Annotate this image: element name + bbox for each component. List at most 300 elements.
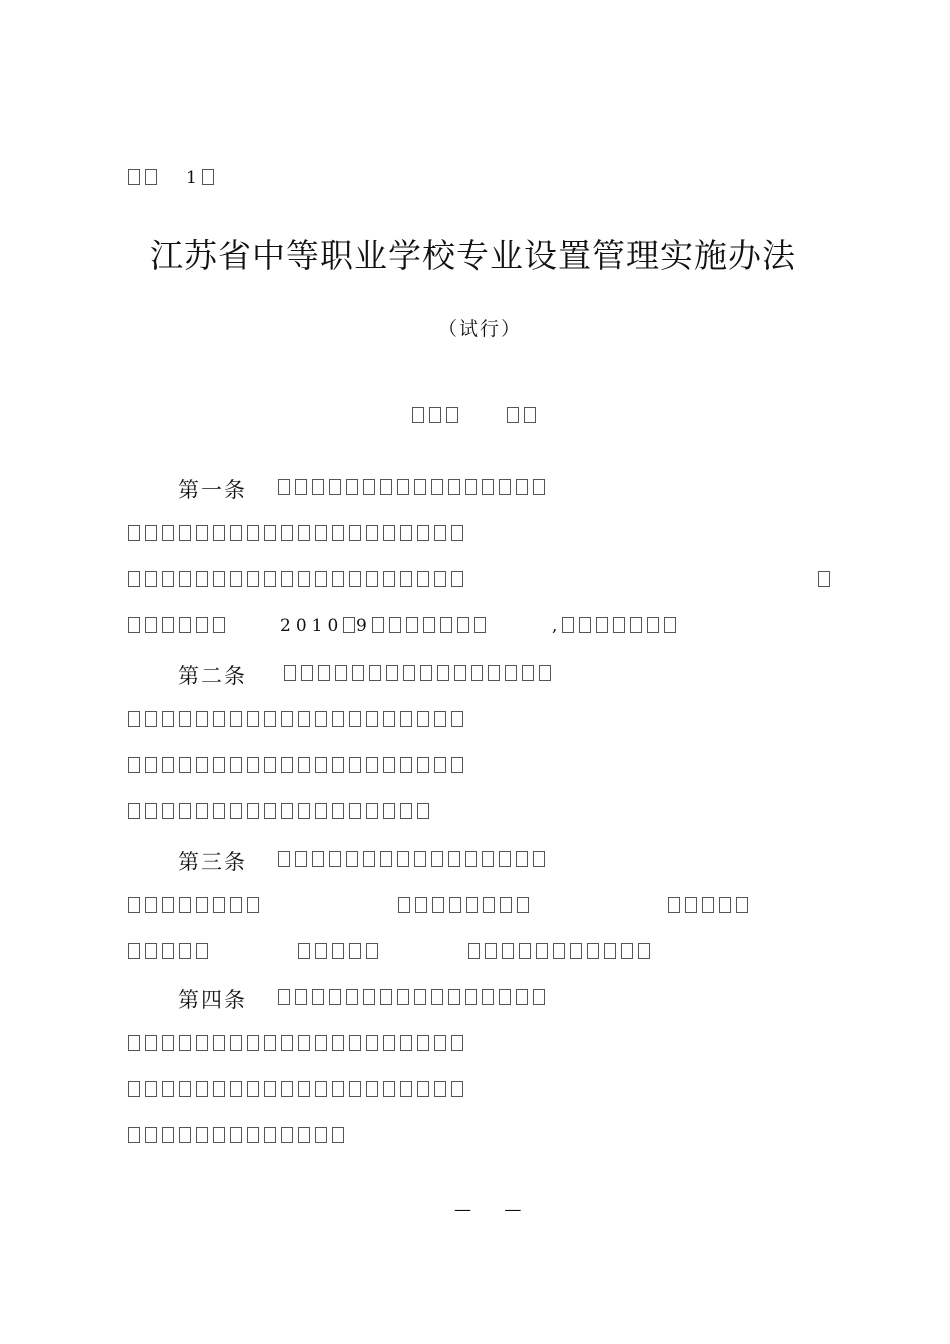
missing-glyph-icon bbox=[145, 1035, 157, 1051]
article-1-label: 第一条 bbox=[178, 478, 247, 502]
missing-glyph-icon bbox=[346, 479, 358, 495]
missing-glyph-icon bbox=[468, 943, 480, 959]
article-2-line-2 bbox=[128, 710, 468, 730]
missing-glyph-icon bbox=[196, 711, 208, 727]
missing-glyph-icon bbox=[457, 617, 469, 633]
missing-glyph-icon bbox=[179, 571, 191, 587]
missing-glyph-icon bbox=[128, 1035, 140, 1051]
missing-glyph-icon bbox=[437, 665, 449, 681]
missing-glyph-icon bbox=[162, 897, 174, 913]
missing-glyph-icon bbox=[332, 525, 344, 541]
missing-glyph-icon bbox=[213, 1035, 225, 1051]
missing-glyph-icon bbox=[230, 571, 242, 587]
missing-glyph-icon bbox=[423, 617, 435, 633]
missing-glyph-icon bbox=[162, 1035, 174, 1051]
missing-glyph-icon bbox=[301, 665, 313, 681]
missing-glyph-icon bbox=[465, 479, 477, 495]
missing-glyph-icon bbox=[213, 1081, 225, 1097]
article-3-line-3b bbox=[298, 942, 383, 962]
missing-glyph-icon bbox=[162, 617, 174, 633]
missing-glyph-icon bbox=[298, 571, 310, 587]
missing-glyph-icon bbox=[247, 897, 259, 913]
missing-glyph-icon bbox=[488, 665, 500, 681]
missing-glyph-icon bbox=[315, 1127, 327, 1143]
missing-glyph-icon bbox=[363, 479, 375, 495]
missing-glyph-icon bbox=[596, 617, 608, 633]
missing-glyph-icon bbox=[434, 1081, 446, 1097]
missing-glyph-icon bbox=[213, 571, 225, 587]
document-title: 江苏省中等职业学校专业设置管理实施办法 bbox=[150, 236, 796, 275]
missing-glyph-icon bbox=[349, 943, 361, 959]
missing-glyph-icon bbox=[230, 757, 242, 773]
missing-glyph-icon bbox=[247, 1127, 259, 1143]
article-3-line-2c bbox=[668, 896, 753, 916]
article-3-line-3a bbox=[128, 942, 213, 962]
missing-glyph-icon bbox=[383, 571, 395, 587]
missing-glyph-icon bbox=[264, 1035, 276, 1051]
article-4-line-2 bbox=[128, 1034, 468, 1054]
missing-glyph-icon bbox=[420, 665, 432, 681]
missing-glyph-icon bbox=[482, 851, 494, 867]
missing-glyph-icon bbox=[332, 803, 344, 819]
missing-glyph-icon bbox=[482, 989, 494, 1005]
missing-glyph-icon bbox=[162, 525, 174, 541]
missing-glyph-icon bbox=[264, 757, 276, 773]
missing-glyph-icon bbox=[448, 851, 460, 867]
missing-glyph-icon bbox=[298, 1081, 310, 1097]
missing-glyph-icon bbox=[202, 169, 214, 185]
missing-glyph-icon bbox=[145, 943, 157, 959]
missing-glyph-icon bbox=[213, 757, 225, 773]
missing-glyph-icon bbox=[366, 1081, 378, 1097]
missing-glyph-icon bbox=[281, 1127, 293, 1143]
missing-glyph-icon bbox=[315, 525, 327, 541]
missing-glyph-icon bbox=[414, 479, 426, 495]
article-4-line-4 bbox=[128, 1126, 349, 1146]
missing-glyph-icon bbox=[329, 989, 341, 1005]
article-2-line-4 bbox=[128, 802, 434, 822]
missing-glyph-icon bbox=[179, 757, 191, 773]
missing-glyph-icon bbox=[383, 803, 395, 819]
missing-glyph-icon bbox=[352, 665, 364, 681]
missing-glyph-icon bbox=[434, 1035, 446, 1051]
missing-glyph-icon bbox=[145, 525, 157, 541]
missing-glyph-icon bbox=[145, 757, 157, 773]
article-1-line-4b: 2010 bbox=[280, 616, 360, 636]
missing-glyph-icon bbox=[247, 525, 259, 541]
missing-glyph-icon bbox=[312, 851, 324, 867]
missing-glyph-icon bbox=[315, 943, 327, 959]
missing-glyph-icon bbox=[417, 525, 429, 541]
missing-glyph-icon bbox=[145, 571, 157, 587]
missing-glyph-icon bbox=[414, 989, 426, 1005]
missing-glyph-icon bbox=[383, 711, 395, 727]
missing-glyph-icon bbox=[196, 571, 208, 587]
missing-glyph-icon bbox=[247, 711, 259, 727]
article-3-label: 第三条 bbox=[178, 850, 247, 874]
missing-glyph-icon bbox=[281, 571, 293, 587]
missing-glyph-icon bbox=[434, 757, 446, 773]
missing-glyph-icon bbox=[312, 989, 324, 1005]
missing-glyph-icon bbox=[295, 989, 307, 1005]
missing-glyph-icon bbox=[145, 803, 157, 819]
missing-glyph-icon bbox=[383, 757, 395, 773]
missing-glyph-icon bbox=[179, 943, 191, 959]
missing-glyph-icon bbox=[128, 711, 140, 727]
missing-glyph-icon bbox=[613, 617, 625, 633]
missing-glyph-icon bbox=[128, 525, 140, 541]
missing-glyph-icon bbox=[431, 479, 443, 495]
article-1-line-1 bbox=[278, 478, 550, 498]
missing-glyph-icon bbox=[451, 1081, 463, 1097]
missing-glyph-icon bbox=[380, 479, 392, 495]
missing-glyph-icon bbox=[536, 943, 548, 959]
missing-glyph-icon bbox=[179, 897, 191, 913]
missing-glyph-icon bbox=[346, 851, 358, 867]
missing-glyph-icon bbox=[647, 617, 659, 633]
missing-glyph-icon bbox=[349, 1035, 361, 1051]
article-3-line-1 bbox=[278, 850, 550, 870]
article-3-line-2a bbox=[128, 896, 264, 916]
missing-glyph-icon bbox=[128, 803, 140, 819]
missing-glyph-icon bbox=[579, 617, 591, 633]
missing-glyph-icon bbox=[736, 897, 748, 913]
article-3-line-3c bbox=[468, 942, 655, 962]
missing-glyph-icon bbox=[128, 617, 140, 633]
missing-glyph-icon bbox=[406, 617, 418, 633]
missing-glyph-icon bbox=[400, 757, 412, 773]
article-2-label: 第二条 bbox=[178, 664, 247, 688]
missing-glyph-icon bbox=[451, 1035, 463, 1051]
missing-glyph-icon bbox=[230, 897, 242, 913]
missing-glyph-icon bbox=[145, 711, 157, 727]
missing-glyph-icon bbox=[247, 1035, 259, 1051]
missing-glyph-icon bbox=[383, 1081, 395, 1097]
missing-glyph-icon bbox=[400, 525, 412, 541]
missing-glyph-icon bbox=[465, 851, 477, 867]
missing-glyph-icon bbox=[434, 711, 446, 727]
missing-glyph-icon bbox=[179, 711, 191, 727]
missing-glyph-icon bbox=[719, 897, 731, 913]
missing-glyph-icon bbox=[213, 1127, 225, 1143]
missing-glyph-icon bbox=[162, 711, 174, 727]
missing-glyph-icon bbox=[448, 989, 460, 1005]
missing-glyph-icon bbox=[483, 897, 495, 913]
missing-glyph-icon bbox=[380, 989, 392, 1005]
missing-glyph-icon bbox=[429, 407, 441, 423]
missing-glyph-icon bbox=[446, 407, 458, 423]
missing-glyph-icon bbox=[604, 943, 616, 959]
missing-glyph-icon bbox=[451, 757, 463, 773]
missing-glyph-icon bbox=[278, 479, 290, 495]
missing-glyph-icon bbox=[315, 757, 327, 773]
missing-glyph-icon bbox=[332, 1081, 344, 1097]
missing-glyph-icon bbox=[128, 757, 140, 773]
missing-glyph-icon bbox=[332, 1127, 344, 1143]
missing-glyph-icon bbox=[482, 479, 494, 495]
missing-glyph-icon bbox=[398, 897, 410, 913]
missing-glyph-icon bbox=[162, 571, 174, 587]
missing-glyph-icon bbox=[685, 897, 697, 913]
missing-glyph-icon bbox=[400, 711, 412, 727]
missing-glyph-icon bbox=[162, 943, 174, 959]
missing-glyph-icon bbox=[281, 1081, 293, 1097]
missing-glyph-icon bbox=[349, 803, 361, 819]
missing-glyph-icon bbox=[315, 1035, 327, 1051]
missing-glyph-icon bbox=[507, 407, 519, 423]
missing-glyph-icon bbox=[366, 803, 378, 819]
missing-glyph-icon bbox=[471, 665, 483, 681]
page-footer: — — bbox=[454, 1200, 536, 1220]
missing-glyph-icon bbox=[247, 803, 259, 819]
missing-glyph-icon bbox=[383, 1035, 395, 1051]
missing-glyph-icon bbox=[366, 711, 378, 727]
missing-glyph-icon bbox=[329, 479, 341, 495]
missing-glyph-icon bbox=[349, 711, 361, 727]
missing-glyph-icon bbox=[128, 571, 140, 587]
missing-glyph-icon bbox=[315, 1081, 327, 1097]
missing-glyph-icon bbox=[562, 617, 574, 633]
missing-glyph-icon bbox=[230, 525, 242, 541]
missing-glyph-icon bbox=[400, 1035, 412, 1051]
missing-glyph-icon bbox=[499, 479, 511, 495]
missing-glyph-icon bbox=[366, 943, 378, 959]
missing-glyph-icon bbox=[213, 617, 225, 633]
missing-glyph-icon bbox=[329, 851, 341, 867]
article-2-line-1 bbox=[284, 664, 556, 684]
missing-glyph-icon bbox=[432, 897, 444, 913]
missing-glyph-icon bbox=[499, 989, 511, 1005]
missing-glyph-icon bbox=[349, 525, 361, 541]
missing-glyph-icon bbox=[668, 897, 680, 913]
missing-glyph-icon bbox=[179, 617, 191, 633]
document-subtitle: （试行） bbox=[438, 318, 523, 340]
missing-glyph-icon bbox=[363, 851, 375, 867]
missing-glyph-icon bbox=[451, 711, 463, 727]
missing-glyph-icon bbox=[415, 897, 427, 913]
missing-glyph-icon bbox=[664, 617, 676, 633]
missing-glyph-icon bbox=[343, 617, 355, 633]
missing-glyph-icon bbox=[295, 851, 307, 867]
missing-glyph-icon bbox=[451, 525, 463, 541]
missing-glyph-icon bbox=[389, 617, 401, 633]
missing-glyph-icon bbox=[533, 851, 545, 867]
missing-glyph-icon bbox=[298, 1035, 310, 1051]
missing-glyph-icon bbox=[162, 1081, 174, 1097]
missing-glyph-icon bbox=[363, 989, 375, 1005]
missing-glyph-icon bbox=[162, 1127, 174, 1143]
missing-glyph-icon bbox=[383, 525, 395, 541]
missing-glyph-icon bbox=[412, 407, 424, 423]
missing-glyph-icon bbox=[434, 571, 446, 587]
article-1-line-2 bbox=[128, 524, 468, 544]
missing-glyph-icon bbox=[295, 479, 307, 495]
missing-glyph-icon bbox=[522, 665, 534, 681]
article-4-line-1 bbox=[278, 988, 550, 1008]
missing-glyph-icon bbox=[630, 617, 642, 633]
attachment-number: 1 bbox=[186, 168, 219, 188]
missing-glyph-icon bbox=[417, 1035, 429, 1051]
missing-glyph-icon bbox=[403, 665, 415, 681]
missing-glyph-icon bbox=[179, 1127, 191, 1143]
missing-glyph-icon bbox=[587, 943, 599, 959]
missing-glyph-icon bbox=[332, 1035, 344, 1051]
missing-glyph-icon bbox=[516, 989, 528, 1005]
missing-glyph-icon bbox=[247, 1081, 259, 1097]
missing-glyph-icon bbox=[162, 757, 174, 773]
missing-glyph-icon bbox=[145, 897, 157, 913]
missing-glyph-icon bbox=[179, 1035, 191, 1051]
missing-glyph-icon bbox=[434, 525, 446, 541]
missing-glyph-icon bbox=[315, 803, 327, 819]
missing-glyph-icon bbox=[349, 571, 361, 587]
missing-glyph-icon bbox=[264, 1127, 276, 1143]
missing-glyph-icon bbox=[298, 803, 310, 819]
missing-glyph-icon bbox=[539, 665, 551, 681]
missing-glyph-icon bbox=[516, 479, 528, 495]
missing-glyph-icon bbox=[417, 1081, 429, 1097]
missing-glyph-icon bbox=[500, 897, 512, 913]
missing-glyph-icon bbox=[505, 665, 517, 681]
missing-glyph-icon bbox=[162, 803, 174, 819]
missing-glyph-icon bbox=[230, 1035, 242, 1051]
missing-glyph-icon bbox=[230, 803, 242, 819]
missing-glyph-icon bbox=[414, 851, 426, 867]
missing-glyph-icon bbox=[318, 665, 330, 681]
missing-glyph-icon bbox=[278, 851, 290, 867]
missing-glyph-icon bbox=[533, 989, 545, 1005]
missing-glyph-icon bbox=[332, 943, 344, 959]
missing-glyph-icon bbox=[417, 711, 429, 727]
missing-glyph-icon bbox=[465, 989, 477, 1005]
missing-glyph-icon bbox=[196, 617, 208, 633]
article-3-line-2b bbox=[398, 896, 534, 916]
missing-glyph-icon bbox=[431, 989, 443, 1005]
missing-glyph-icon bbox=[278, 989, 290, 1005]
missing-glyph-icon bbox=[516, 851, 528, 867]
missing-glyph-icon bbox=[281, 525, 293, 541]
missing-glyph-icon bbox=[335, 665, 347, 681]
missing-glyph-icon bbox=[196, 897, 208, 913]
missing-glyph-icon bbox=[281, 1035, 293, 1051]
missing-glyph-icon bbox=[380, 851, 392, 867]
missing-glyph-icon bbox=[621, 943, 633, 959]
missing-glyph-icon bbox=[315, 571, 327, 587]
missing-glyph-icon bbox=[417, 571, 429, 587]
missing-glyph-icon bbox=[553, 943, 565, 959]
missing-glyph-icon bbox=[397, 479, 409, 495]
missing-glyph-icon bbox=[397, 989, 409, 1005]
missing-glyph-icon bbox=[366, 571, 378, 587]
missing-glyph-icon bbox=[369, 665, 381, 681]
missing-glyph-icon bbox=[451, 571, 463, 587]
missing-glyph-icon bbox=[145, 1081, 157, 1097]
article-1-line-4c: 9 bbox=[356, 616, 491, 636]
missing-glyph-icon bbox=[417, 757, 429, 773]
missing-glyph-icon bbox=[264, 525, 276, 541]
missing-glyph-icon bbox=[298, 943, 310, 959]
missing-glyph-icon bbox=[499, 851, 511, 867]
missing-glyph-icon bbox=[397, 851, 409, 867]
chapter-heading bbox=[412, 406, 541, 426]
missing-glyph-icon bbox=[196, 1127, 208, 1143]
missing-glyph-icon bbox=[298, 711, 310, 727]
missing-glyph-icon bbox=[474, 617, 486, 633]
missing-glyph-icon bbox=[386, 665, 398, 681]
missing-glyph-icon bbox=[524, 407, 536, 423]
missing-glyph-icon bbox=[230, 1081, 242, 1097]
article-1-line-3 bbox=[128, 570, 468, 590]
missing-glyph-icon bbox=[570, 943, 582, 959]
missing-glyph-icon bbox=[517, 897, 529, 913]
missing-glyph-icon bbox=[247, 571, 259, 587]
missing-glyph-icon bbox=[213, 525, 225, 541]
missing-glyph-icon bbox=[128, 897, 140, 913]
missing-glyph-icon bbox=[440, 617, 452, 633]
missing-glyph-icon bbox=[431, 851, 443, 867]
missing-glyph-icon bbox=[128, 943, 140, 959]
missing-glyph-icon bbox=[281, 803, 293, 819]
missing-glyph-icon bbox=[485, 943, 497, 959]
missing-glyph-icon bbox=[230, 1127, 242, 1143]
missing-glyph-icon bbox=[145, 1127, 157, 1143]
missing-glyph-icon bbox=[448, 479, 460, 495]
missing-glyph-icon bbox=[298, 1127, 310, 1143]
article-2-line-3 bbox=[128, 756, 468, 776]
missing-glyph-icon bbox=[349, 1081, 361, 1097]
missing-glyph-icon bbox=[230, 711, 242, 727]
missing-glyph-icon bbox=[466, 897, 478, 913]
missing-glyph-icon bbox=[332, 571, 344, 587]
missing-glyph-icon bbox=[372, 617, 384, 633]
missing-glyph-icon bbox=[502, 943, 514, 959]
missing-glyph-icon bbox=[366, 757, 378, 773]
missing-glyph-icon bbox=[281, 711, 293, 727]
missing-glyph-icon bbox=[196, 1081, 208, 1097]
missing-glyph-icon bbox=[400, 571, 412, 587]
missing-glyph-icon bbox=[213, 803, 225, 819]
missing-glyph-icon bbox=[196, 525, 208, 541]
missing-glyph-icon bbox=[298, 525, 310, 541]
missing-glyph-icon bbox=[312, 479, 324, 495]
missing-glyph-icon bbox=[213, 897, 225, 913]
missing-glyph-icon bbox=[264, 803, 276, 819]
missing-glyph-icon bbox=[519, 943, 531, 959]
article-1-line-4d: , bbox=[552, 616, 681, 636]
missing-glyph-icon bbox=[417, 803, 429, 819]
missing-glyph-icon bbox=[128, 1081, 140, 1097]
missing-glyph-icon bbox=[702, 897, 714, 913]
article-1-line-3-end bbox=[818, 570, 835, 590]
missing-glyph-icon bbox=[400, 1081, 412, 1097]
missing-glyph-icon bbox=[346, 989, 358, 1005]
missing-glyph-icon bbox=[449, 897, 461, 913]
missing-glyph-icon bbox=[366, 525, 378, 541]
missing-glyph-icon bbox=[818, 571, 830, 587]
missing-glyph-icon bbox=[179, 803, 191, 819]
missing-glyph-icon bbox=[264, 571, 276, 587]
missing-glyph-icon bbox=[400, 803, 412, 819]
missing-glyph-icon bbox=[281, 757, 293, 773]
missing-glyph-icon bbox=[264, 711, 276, 727]
missing-glyph-icon bbox=[638, 943, 650, 959]
missing-glyph-icon bbox=[332, 757, 344, 773]
missing-glyph-icon bbox=[298, 757, 310, 773]
missing-glyph-icon bbox=[533, 479, 545, 495]
missing-glyph-icon bbox=[179, 1081, 191, 1097]
missing-glyph-icon bbox=[196, 943, 208, 959]
article-4-label: 第四条 bbox=[178, 988, 247, 1012]
